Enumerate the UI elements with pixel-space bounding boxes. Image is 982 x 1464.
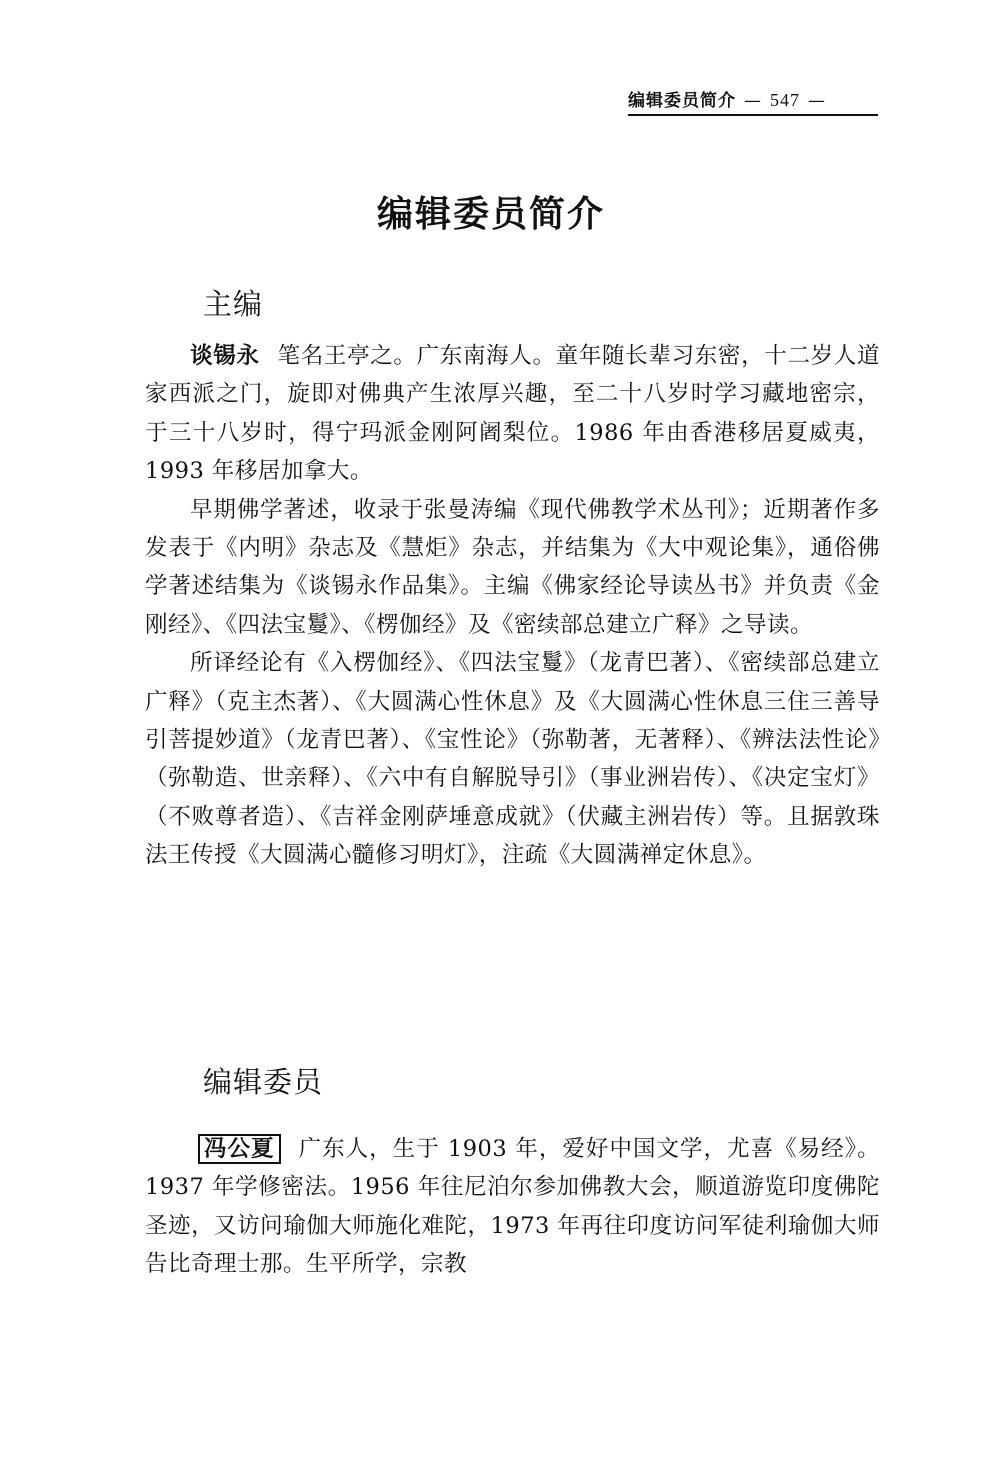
running-header-dash-right: — [808, 91, 826, 111]
section-heading-editorial-board: 编辑委员 [203, 1065, 324, 1099]
bio-paragraph [145, 337, 880, 491]
bio-paragraph: 早期佛学著述，收录于张曼涛编《现代佛教学术丛刊》；近期著作多发表于《内明》杂志及《慧炬》杂志，并结集为《大中观论集》，通俗佛学著述结集为《谈锡永作品集》。主编《佛家经论导读丛书》并负责《金刚经》、《四法宝鬘》、《楞伽经》及《密续部总建立广释》之导读。 [145, 496, 880, 638]
page-number: 547 [770, 90, 800, 110]
bio-paragraph: 所译经论有《入楞伽经》、《四法宝鬘》（龙青巴著）、《密续部总建立广释》（克主杰著）、《大圆满心性休息》及《大圆满心性休息三住三善导引菩提妙道》（龙青巴著）、《宝性论》（弥勒著，无著释）、《辨法法性论》（弥勒造、世亲释）、《六中有自解脱导引》（事业洲岩传）、《决定宝灯》（不败尊者造）、《吉祥金刚萨埵意成就》（伏藏主洲岩传）等。且据敦珠法王传授《大圆满心髓修习明灯》，注疏《大圆满禅定休息》。 [145, 650, 880, 869]
bio-paragraph [145, 1130, 880, 1284]
section-heading-chief-editor: 主编 [203, 287, 264, 321]
running-header [628, 86, 878, 116]
running-header-section: 编辑委员简介 [628, 91, 736, 111]
bio-text: 广东人，生于 1903 年，爱好中国文学，尤喜《易经》。1937 年学修密法。1956 年往尼泊尔参加佛教大会，顺道游览印度佛陀圣迹，又访问瑜伽大师施化难陀，1973 年再往印度访问军徒利瑜伽大师告比奇理士那。生平所学，宗教 [145, 1136, 880, 1278]
person-name-boxed: 冯公夏 [198, 1134, 281, 1164]
person-name: 谈锡永 [190, 343, 260, 369]
bio-text: 笔名王亭之。广东南海人。童年随长辈习东密，十二岁人道家西派之门，旋即对佛典产生浓厚兴趣，至二十八岁时学习藏地密宗，于三十八岁时，得宁玛派金刚阿阇梨位。1986 年由香港移居夏威夷，1993 年移居加拿大。 [145, 343, 880, 485]
chief-editor-bio [145, 337, 880, 875]
editorial-board-bio [145, 1130, 880, 1284]
page-title: 编辑委员简介 [376, 194, 605, 235]
running-header-dash-left: — [744, 91, 762, 111]
